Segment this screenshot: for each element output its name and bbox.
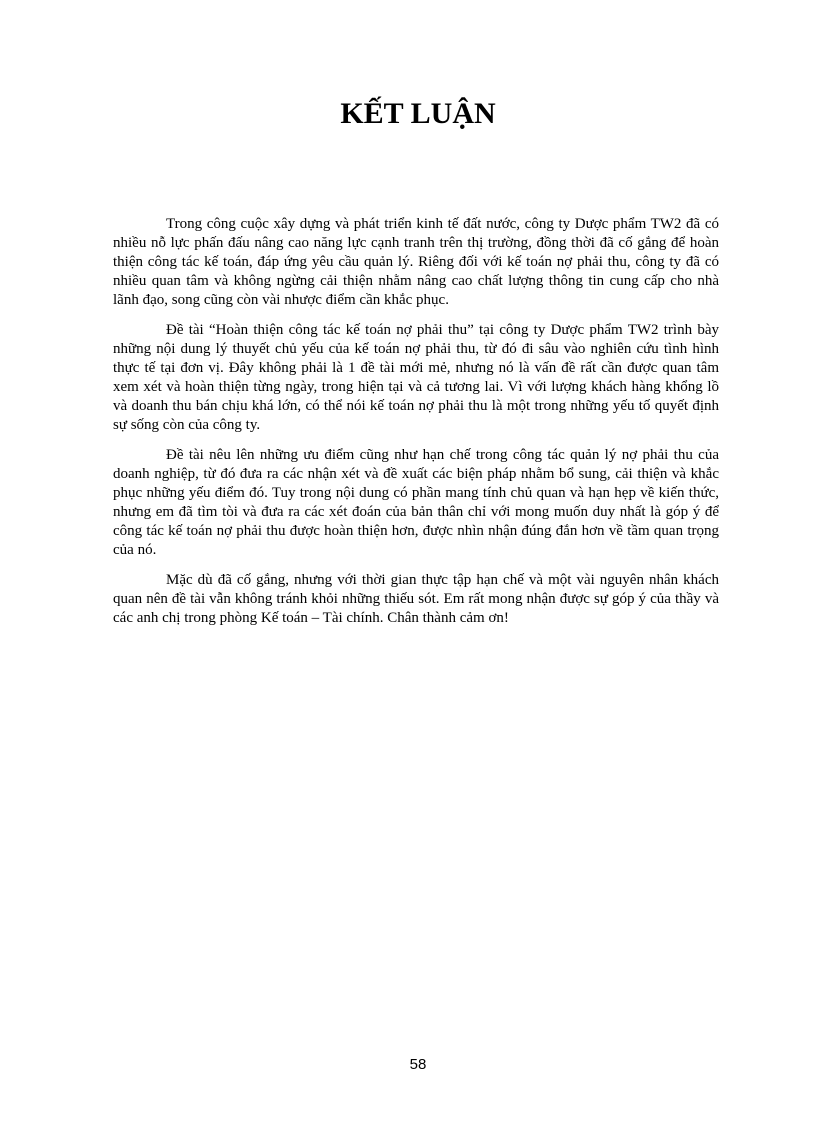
page-number: 58 — [409, 1056, 427, 1073]
paragraph-4: Mặc dù đã cố gắng, nhưng với thời gian thực tập hạn chế và một vài nguyên nhân khách quan nên đề tài vẫn không tránh khỏi những thiếu sót. Em rất mong nhận được sự góp ý của thầy và các anh chị trong phòng Kế toán – Tài chính. Chân thành cảm ơn! — [113, 572, 719, 626]
paragraph-2: Đề tài “Hoàn thiện công tác kế toán nợ phải thu” tại công ty Dược phẩm TW2 trình bày những nội dung lý thuyết chủ yếu của kế toán nợ phải thu, từ đó đi sâu vào nghiên cứu tình hình thực tế tại đơn vị. Đây không phải là 1 đề tài mới mẻ, nhưng nó là vấn đề rất cần được quan tâm xem xét và hoàn thiện từng ngày, trong hiện tại và cả tương lai. Vì với lượng khách hàng khổng lồ và doanh thu bán chịu khá lớn, có thể nói kế toán nợ phải thu là một trong những yếu tố quyết định sự sống còn của công ty. — [113, 322, 719, 433]
paragraph-3: Đề tài nêu lên những ưu điểm cũng như hạn chế trong công tác quản lý nợ phải thu của doanh nghiệp, từ đó đưa ra các nhận xét và đề xuất các biện pháp nhằm bổ sung, cải thiện và khắc phục những yếu điểm đó. Tuy trong nội dung có phần mang tính chủ quan và hạn hẹp về kiến thức, nhưng em đã tìm tòi và đưa ra các xét đoán của bản thân chỉ với mong muốn duy nhất là góp ý để công tác kế toán nợ phải thu được hoàn thiện hơn, được nhìn nhận đúng đắn hơn về tầm quan trọng của nó. — [113, 447, 719, 558]
body-text — [113, 215, 719, 639]
paragraph-1: Trong công cuộc xây dựng và phát triển kinh tế đất nước, công ty Dược phẩm TW2 đã có nhiều nỗ lực phấn đấu nâng cao năng lực cạnh tranh trên thị trường, đồng thời đã cố gắng để hoàn thiện công tác kế toán, đáp ứng yêu cầu quản lý. Riêng đối với kế toán nợ phải thu, công ty đã có nhiều quan tâm và không ngừng cải thiện nhằm nâng cao chất lượng thông tin cung cấp cho nhà lãnh đạo, song cũng còn vài nhược điểm cần khắc phục. — [113, 216, 719, 308]
page-title: KẾT LUẬN — [340, 97, 496, 130]
